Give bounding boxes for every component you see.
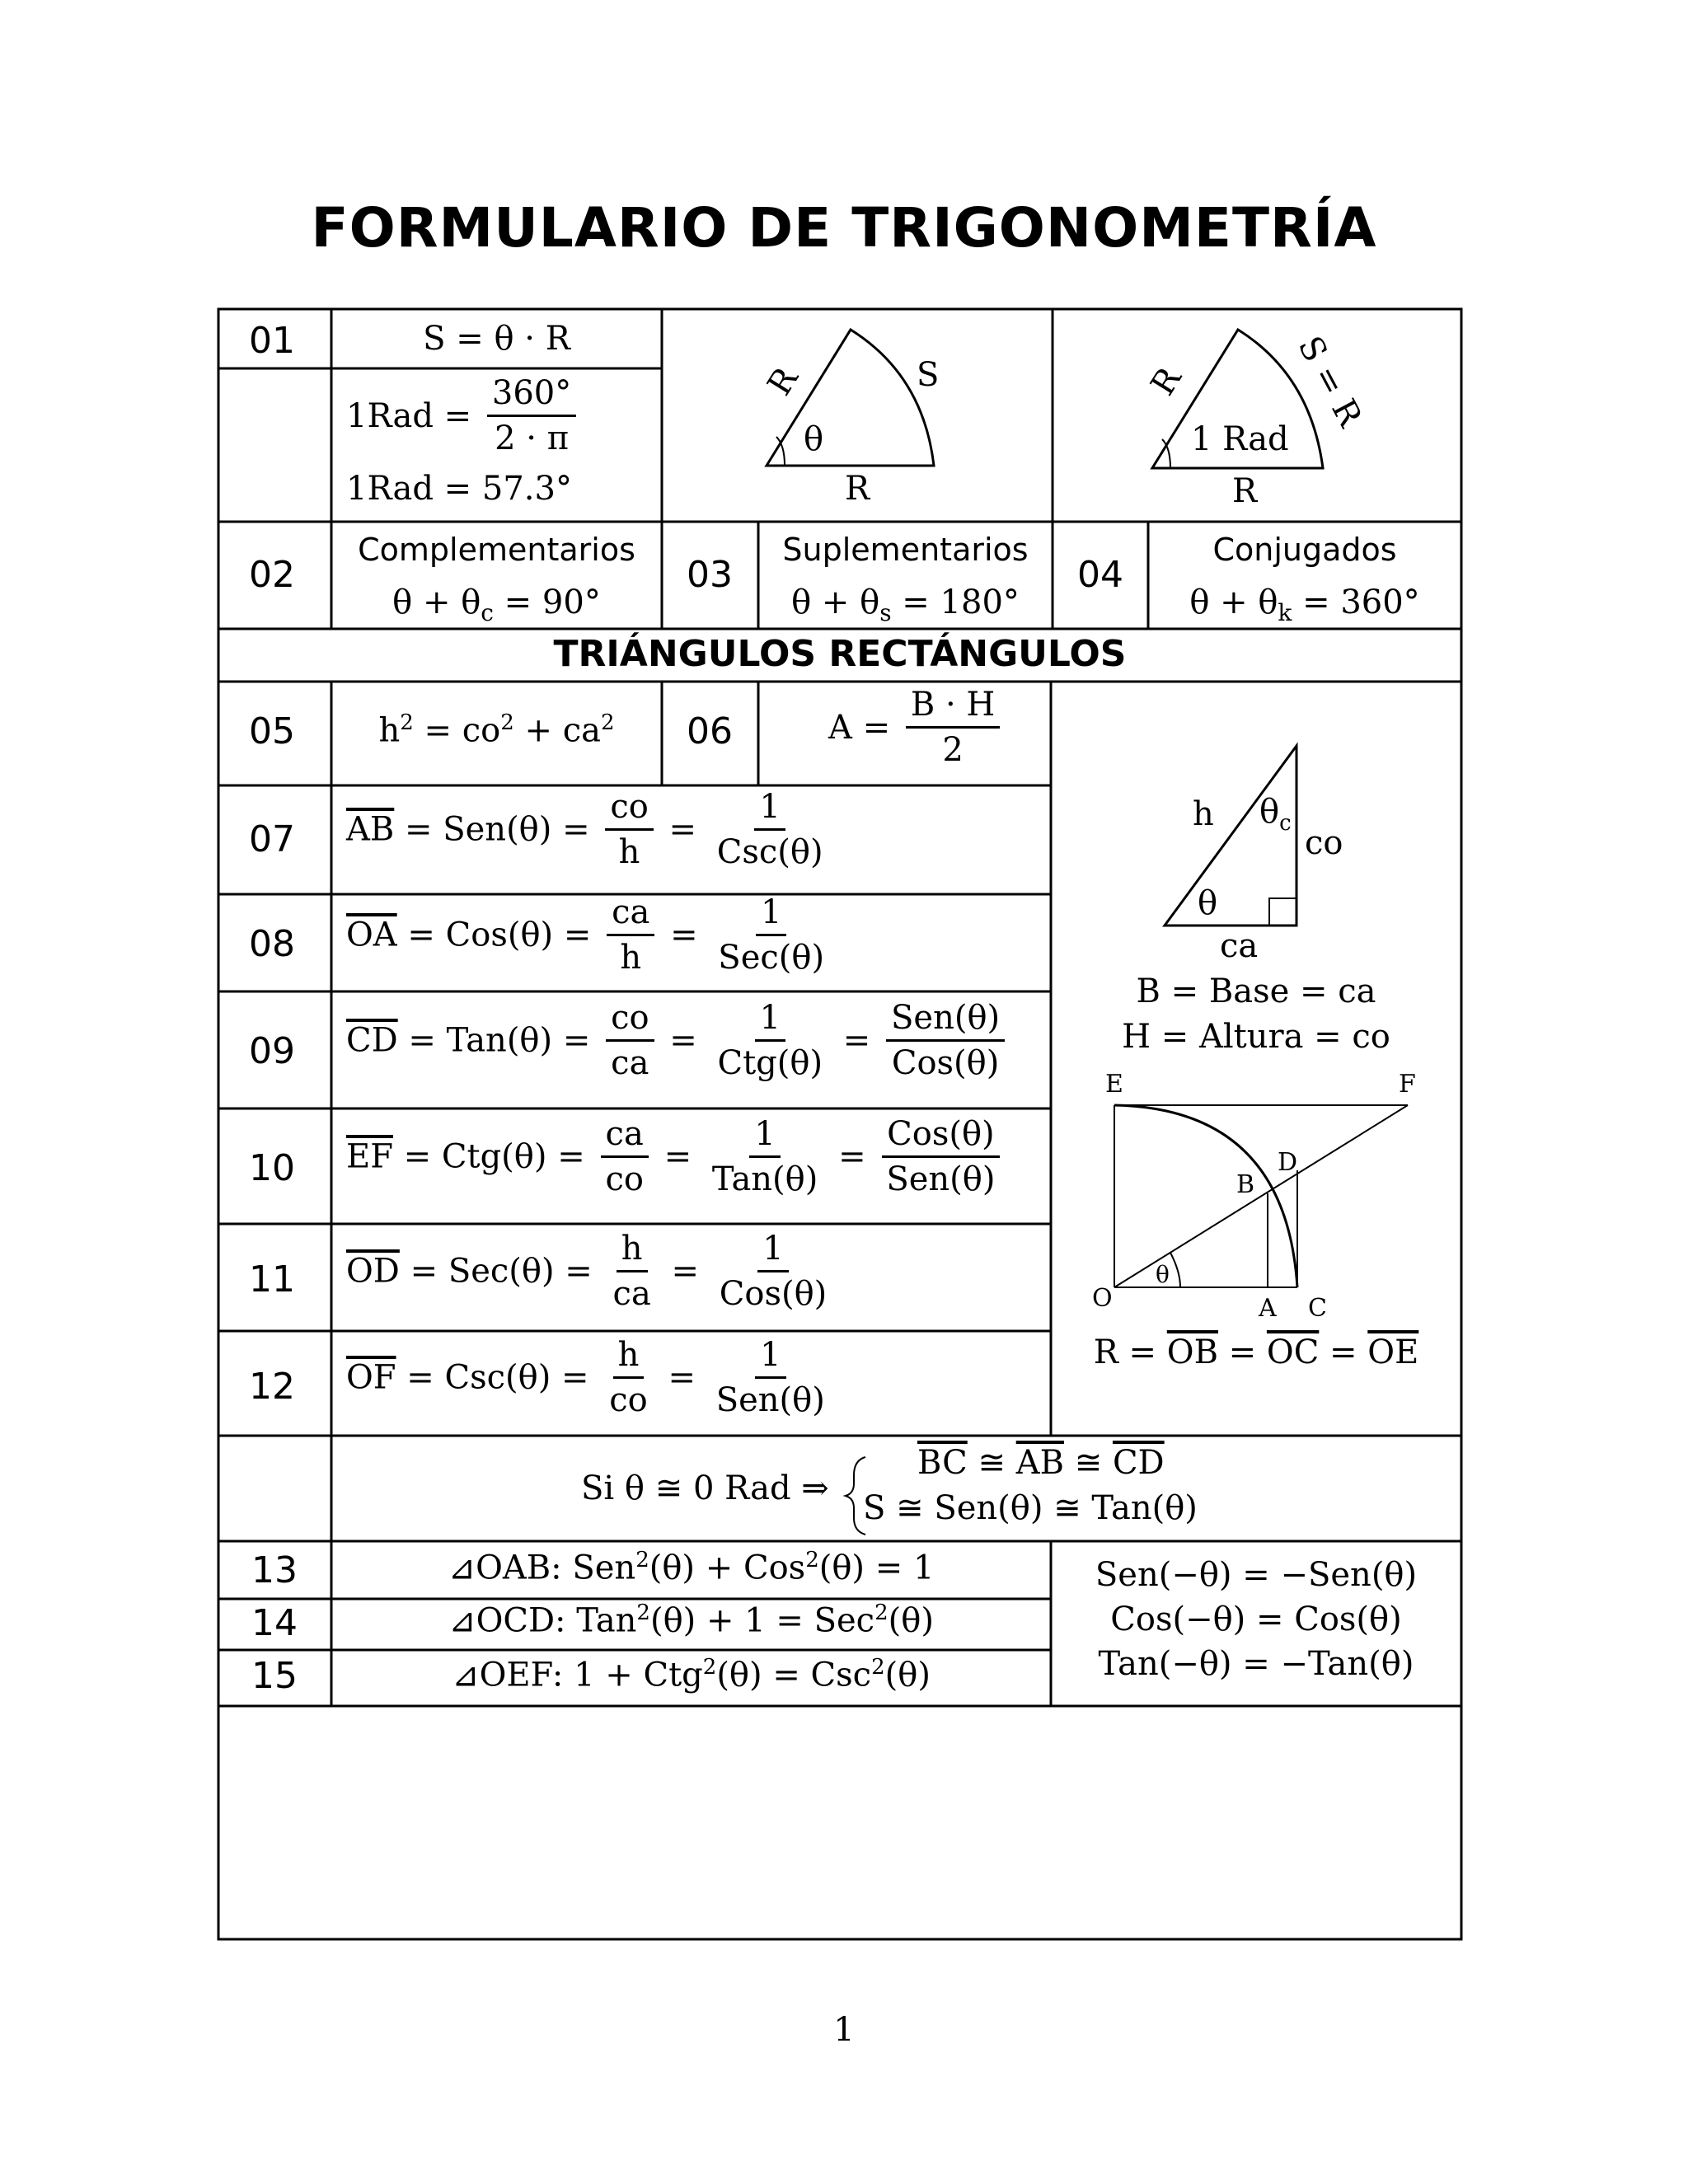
row-number: 03 [687, 554, 733, 596]
supplementary-formula: $\theta + \theta_s = 180^\circ$ [791, 583, 1020, 626]
small-angle-condition: Si θ ≅ 0 Rad ⇒ [581, 1469, 829, 1507]
small-angle-identity: S ≅ Sen(θ) ≅ Tan(θ) [863, 1489, 1198, 1527]
row-number: 13 [251, 1549, 298, 1591]
row-number: 05 [249, 710, 295, 752]
sector-side-label: R [1143, 361, 1189, 402]
angle-type-label: Complementarios [358, 532, 635, 568]
row-number: 14 [251, 1602, 298, 1644]
pythagorean-identity-sin-cos: ⊿OAB: Sen$^2$(θ) + Cos$^2$(θ) = 1 [448, 1548, 935, 1587]
point-f-label: F [1399, 1070, 1416, 1099]
pythagorean-identity-tan-sec: ⊿OCD: Tan$^2$(θ) + 1 = Sec$^2$(θ) [448, 1601, 934, 1640]
sector-angle-label: θ [804, 420, 824, 458]
circle-angle-label: θ [1156, 1261, 1170, 1288]
point-d-label: D [1278, 1148, 1298, 1177]
row-number: 07 [249, 818, 295, 860]
row-number: 11 [249, 1258, 295, 1301]
cosecant-formula: $\overline{OF} = Csc(\theta)$ = $\frac{h}{co}$ = $\frac{1}{\text{Sen(θ)}}$ [346, 1336, 825, 1419]
angle-label: θ [1198, 884, 1218, 922]
parity-sine: Sen(−θ) = −Sen(θ) [1095, 1556, 1418, 1594]
sector-arc-label: S = R [1290, 330, 1369, 434]
sector-side-label: R [760, 361, 806, 402]
section-header: TRIÁNGULOS RECTÁNGULOS [553, 633, 1127, 675]
adjacent-label: ca [1220, 927, 1259, 965]
opposite-label: co [1305, 824, 1343, 862]
cosine-formula: $\overline{OA} = Cos(\theta)$ = $\frac{ca}{h}$ = $\frac{1}{\text{Sec(θ)}}$ [346, 893, 825, 977]
row-number: 09 [249, 1030, 295, 1072]
row-number: 12 [249, 1366, 295, 1408]
row-number: 02 [249, 554, 295, 596]
row-number: 08 [249, 923, 295, 965]
point-c-label: C [1308, 1294, 1327, 1323]
radian-definition: 1Rad = $\frac{360^\circ}{2 \cdot \pi}$ [346, 375, 581, 457]
hypotenuse-label: h [1193, 795, 1214, 833]
small-angle-segments: $\overline{BC}$ ≅ $\overline{AB}$ ≅ $\overline{CD}$ [917, 1444, 1165, 1482]
sector-angle-label: 1 Rad [1191, 420, 1289, 458]
sector-arc-label: S [917, 356, 940, 394]
row-number: 01 [249, 320, 295, 362]
angle-type-label: Conjugados [1212, 532, 1397, 568]
parity-cosine: Cos(−θ) = Cos(θ) [1110, 1601, 1402, 1638]
angle-type-label: Suplementarios [782, 532, 1029, 568]
sector-base-label: R [1232, 472, 1258, 510]
point-b-label: B [1236, 1170, 1255, 1199]
area-formula: A = $\frac{B \cdot H}{2}$ [828, 687, 1005, 768]
pythagorean-identity-ctg-csc: ⊿OEF: 1 + Ctg$^2$(θ) = Csc$^2$(θ) [452, 1655, 931, 1694]
conjugate-formula: $\theta + \theta_k = 360^\circ$ [1189, 583, 1420, 626]
row-number: 15 [251, 1655, 298, 1697]
page-title: FORMULARIO DE TRIGONOMETRÍA [311, 196, 1377, 260]
pythagoras-formula: $h^2 = co^2 + ca^2$ [378, 710, 615, 750]
tangent-formula: $\overline{CD} = Tan(\theta)$ = $\frac{co}{ca}$ = $\frac{1}{\text{Ctg(θ)}}$ = $\frac{\text{Sen(θ)}}{\text{Cos(θ)}}$ [346, 1000, 1010, 1081]
row-number: 06 [687, 710, 733, 752]
cotangent-formula: $\overline{EF} = Ctg(\theta)$ = $\frac{ca}{co}$ = $\frac{1}{\text{Tan(θ)}}$ = $\frac{\text{Cos(θ)}}{\text{Sen(θ)}}$ [346, 1116, 1005, 1197]
base-note: B = Base = ca [1136, 972, 1376, 1010]
sector-base-label: R [845, 470, 870, 508]
row-number: 10 [249, 1147, 295, 1189]
point-a-label: A [1259, 1294, 1277, 1323]
arc-length-formula: S = θ · R [423, 320, 570, 358]
row-number: 04 [1077, 554, 1123, 596]
radian-degrees: 1Rad = 57.3° [346, 470, 572, 508]
complement-angle-label: $\theta_c$ [1259, 793, 1292, 836]
radius-equality: $R = \overline{OB} = \overline{OC} = \overline{OE}$ [1093, 1333, 1419, 1371]
parity-tangent: Tan(−θ) = −Tan(θ) [1098, 1645, 1414, 1683]
right-triangle-figure [1165, 746, 1296, 926]
height-note: H = Altura = co [1122, 1018, 1390, 1056]
sine-formula: $\overline{AB} = Sen(\theta)$ = $\frac{co}{h}$ = $\frac{1}{\text{Csc(θ)}}$ [346, 788, 823, 871]
unit-circle-figure [1114, 1105, 1408, 1287]
complementary-formula: $\theta + \theta_c = 90^\circ$ [392, 583, 601, 626]
point-e-label: E [1105, 1070, 1123, 1099]
secant-formula: $\overline{OD} = Sec(\theta)$ = $\frac{h}{ca}$ = $\frac{1}{\text{Cos(θ)}}$ [346, 1230, 828, 1313]
page-number: 1 [833, 2011, 855, 2049]
point-o-label: O [1092, 1284, 1113, 1313]
